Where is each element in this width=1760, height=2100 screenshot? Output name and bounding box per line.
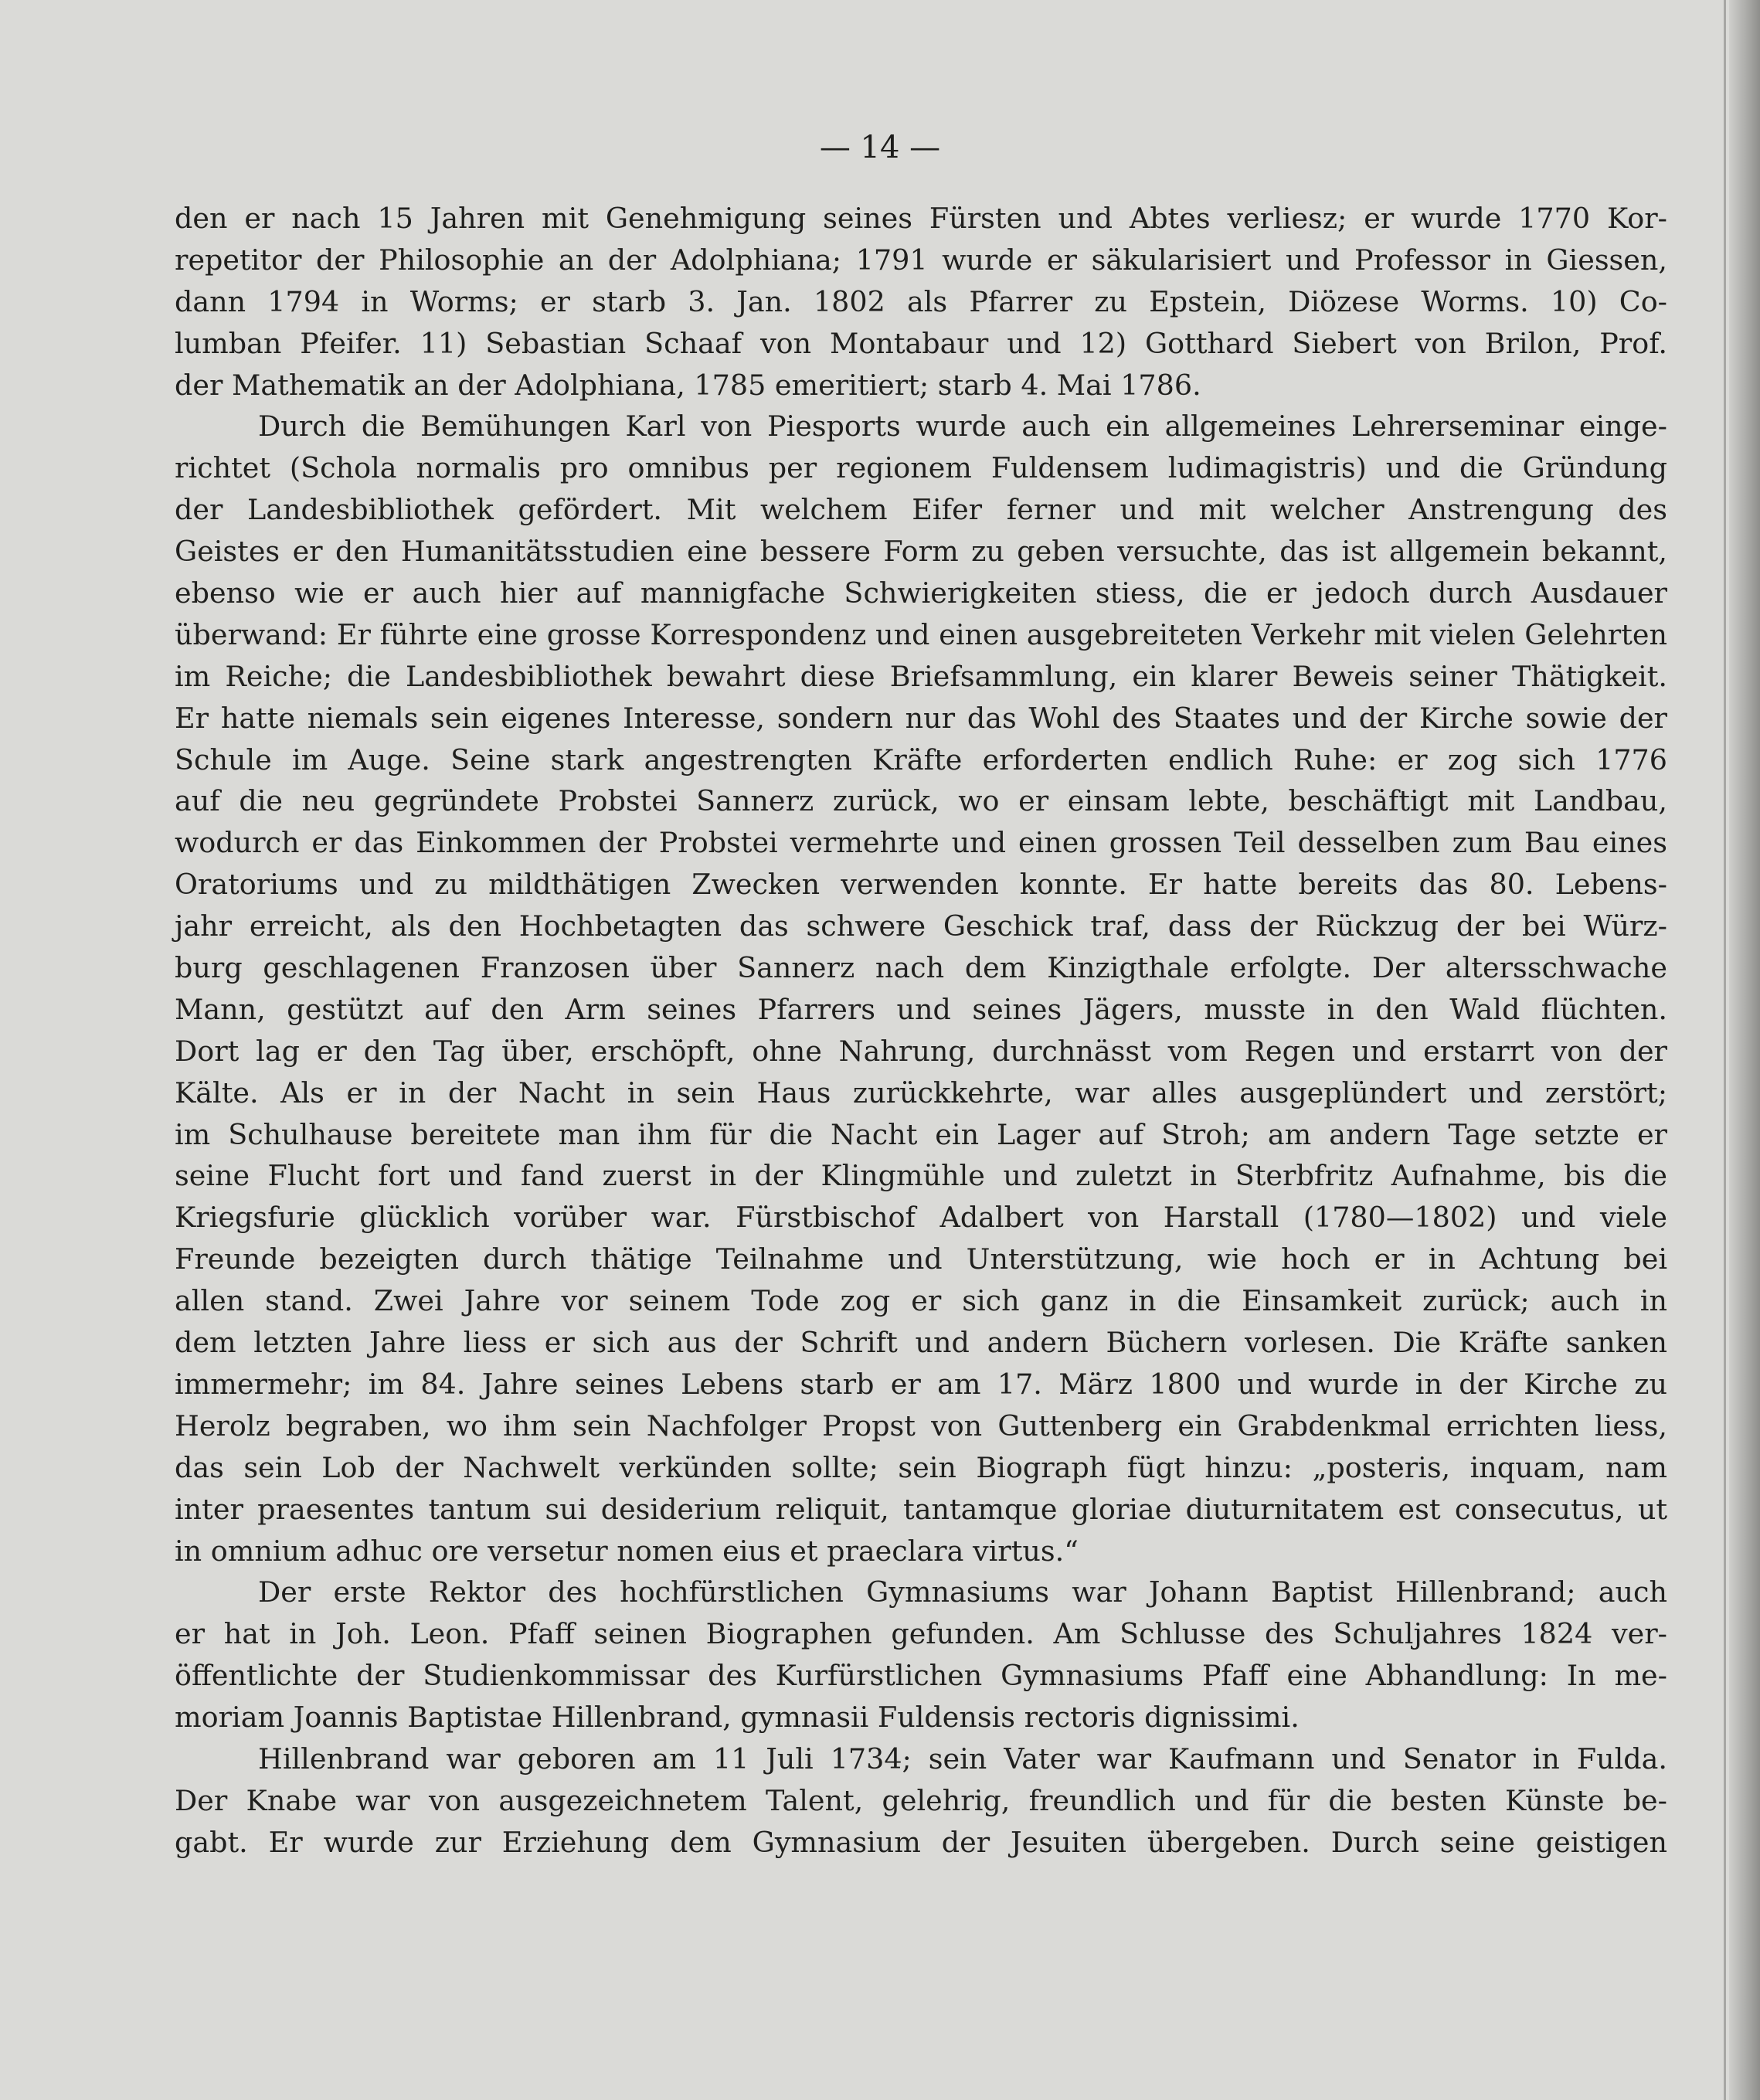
text-line: dem letzten Jahre liess er sich aus der Schrift und andern Büchern vorlesen. Die Kräfte sanken bbox=[175, 1326, 1667, 1360]
text-line: moriam Joannis Baptistae Hillenbrand, gymnasii Fuldensis rectoris dignissimi. bbox=[175, 1701, 1300, 1735]
text-line: Kriegsfurie glücklich vorüber war. Fürstbischof Adalbert von Harstall (1780—1802) und viele bbox=[175, 1201, 1667, 1235]
text-line: Er hatte niemals sein eigenes Interesse, sondern nur das Wohl des Staates und der Kirche sowie der bbox=[175, 701, 1667, 735]
text-line: immermehr; im 84. Jahre seines Lebens starb er am 17. März 1800 und wurde in der Kirche zu bbox=[175, 1367, 1667, 1401]
text-line: Der erste Rektor des hochfürstlichen Gymnasiums war Johann Baptist Hillenbrand; auch bbox=[258, 1575, 1667, 1609]
text-line: im Schulhause bereitete man ihm für die Nacht ein Lager auf Stroh; am andern Tage setzte er bbox=[175, 1117, 1667, 1151]
text-line: Herolz begraben, wo ihm sein Nachfolger Propst von Guttenberg ein Grabdenkmal errichten liess, bbox=[175, 1408, 1667, 1442]
text-line: überwand: Er führte eine grosse Korrespondenz und einen ausgebreiteten Verkehr mit vielen Gelehrten bbox=[175, 617, 1667, 651]
text-line: Hillenbrand war geboren am 11 Juli 1734; sein Vater war Kaufmann und Senator in Fulda. bbox=[258, 1742, 1667, 1775]
body-text bbox=[175, 198, 1667, 1864]
text-line: lumban Pfeifer. 11) Sebastian Schaaf von Montabaur und 12) Gotthard Siebert von Brilon, Prof. bbox=[175, 326, 1667, 360]
text-line: das sein Lob der Nachwelt verkünden sollte; sein Biograph fügt hinzu: „posteris, inquam, nam bbox=[175, 1450, 1667, 1484]
page-edge-shadow bbox=[1729, 0, 1760, 2100]
text-line: inter praesentes tantum sui desiderium reliquit, tantamque gloriae diuturnitatem est consecutus, ut bbox=[175, 1492, 1667, 1526]
page-number: — 14 — bbox=[819, 130, 941, 165]
text-line: Mann, gestützt auf den Arm seines Pfarrers und seines Jägers, musste in den Wald flüchten. bbox=[175, 992, 1667, 1026]
text-line: burg geschlagenen Franzosen über Sannerz nach dem Kinzigthale erfolgte. Der altersschwache bbox=[175, 951, 1667, 985]
text-line: repetitor der Philosophie an der Adolphiana; 1791 wurde er säkularisiert und Professor in Giessen, bbox=[175, 243, 1667, 277]
text-line: gabt. Er wurde zur Erziehung dem Gymnasium der Jesuiten übergeben. Durch seine geistigen bbox=[175, 1825, 1667, 1859]
text-line: der Mathematik an der Adolphiana, 1785 emeritiert; starb 4. Mai 1786. bbox=[175, 368, 1201, 402]
text-line: Der Knabe war von ausgezeichnetem Talent, gelehrig, freundlich und für die besten Künste be- bbox=[175, 1783, 1667, 1817]
text-line: seine Flucht fort und fand zuerst in der Klingmühle und zuletzt in Sterbfritz Aufnahme, bis die bbox=[175, 1159, 1667, 1193]
text-line: auf die neu gegründete Probstei Sannerz zurück, wo er einsam lebte, beschäftigt mit Landbau, bbox=[175, 784, 1667, 818]
text-line: Oratoriums und zu mildthätigen Zwecken verwenden konnte. Er hatte bereits das 80. Lebens- bbox=[175, 868, 1667, 902]
text-line: jahr erreicht, als den Hochbetagten das schwere Geschick traf, dass der Rückzug der bei Würz- bbox=[175, 909, 1667, 943]
text-line: in omnium adhuc ore versetur nomen eius et praeclara virtus.“ bbox=[175, 1534, 1079, 1568]
text-line: dann 1794 in Worms; er starb 3. Jan. 1802 als Pfarrer zu Epstein, Diözese Worms. 10) Co- bbox=[175, 284, 1667, 318]
text-line: öffentlichte der Studienkommissar des Kurfürstlichen Gymnasiums Pfaff eine Abhandlung: In me- bbox=[175, 1659, 1667, 1693]
text-line: richtet (Schola normalis pro omnibus per regionem Fuldensem ludimagistris) und die Gründung bbox=[175, 451, 1667, 485]
text-line: ebenso wie er auch hier auf mannigfache Schwierigkeiten stiess, die er jedoch durch Ausdauer bbox=[175, 576, 1667, 610]
text-line: der Landesbibliothek gefördert. Mit welchem Eifer ferner und mit welcher Anstrengung des bbox=[175, 493, 1667, 527]
text-line: allen stand. Zwei Jahre vor seinem Tode zog er sich ganz in die Einsamkeit zurück; auch in bbox=[175, 1284, 1667, 1318]
text-line: Schule im Auge. Seine stark angestrengten Kräfte erforderten endlich Ruhe: er zog sich 1776 bbox=[175, 742, 1667, 776]
text-line: Geistes er den Humanitätsstudien eine bessere Form zu geben versuchte, das ist allgemein bekannt, bbox=[175, 535, 1667, 569]
text-line: Kälte. Als er in der Nacht in sein Haus zurückkehrte, war alles ausgeplündert und zerstört; bbox=[175, 1075, 1667, 1109]
page-edge-line bbox=[1724, 0, 1726, 2100]
text-line: Durch die Bemühungen Karl von Piesports wurde auch ein allgemeines Lehrerseminar einge- bbox=[258, 409, 1667, 443]
text-line: im Reiche; die Landesbibliothek bewahrt diese Briefsammlung, ein klarer Beweis seiner Thätigkeit. bbox=[175, 659, 1667, 693]
text-line: wodurch er das Einkommen der Probstei vermehrte und einen grossen Teil desselben zum Bau eines bbox=[175, 826, 1667, 860]
text-line: Freunde bezeigten durch thätige Teilnahme und Unterstützung, wie hoch er in Achtung bei bbox=[175, 1242, 1667, 1276]
text-line: Dort lag er den Tag über, erschöpft, ohne Nahrung, durchnässt vom Regen und erstarrt von der bbox=[175, 1034, 1667, 1068]
text-line: er hat in Joh. Leon. Pfaff seinen Biographen gefunden. Am Schlusse des Schuljahres 1824 ver- bbox=[175, 1617, 1667, 1651]
text-line: den er nach 15 Jahren mit Genehmigung seines Fürsten und Abtes verliesz; er wurde 1770 Kor- bbox=[175, 202, 1667, 235]
